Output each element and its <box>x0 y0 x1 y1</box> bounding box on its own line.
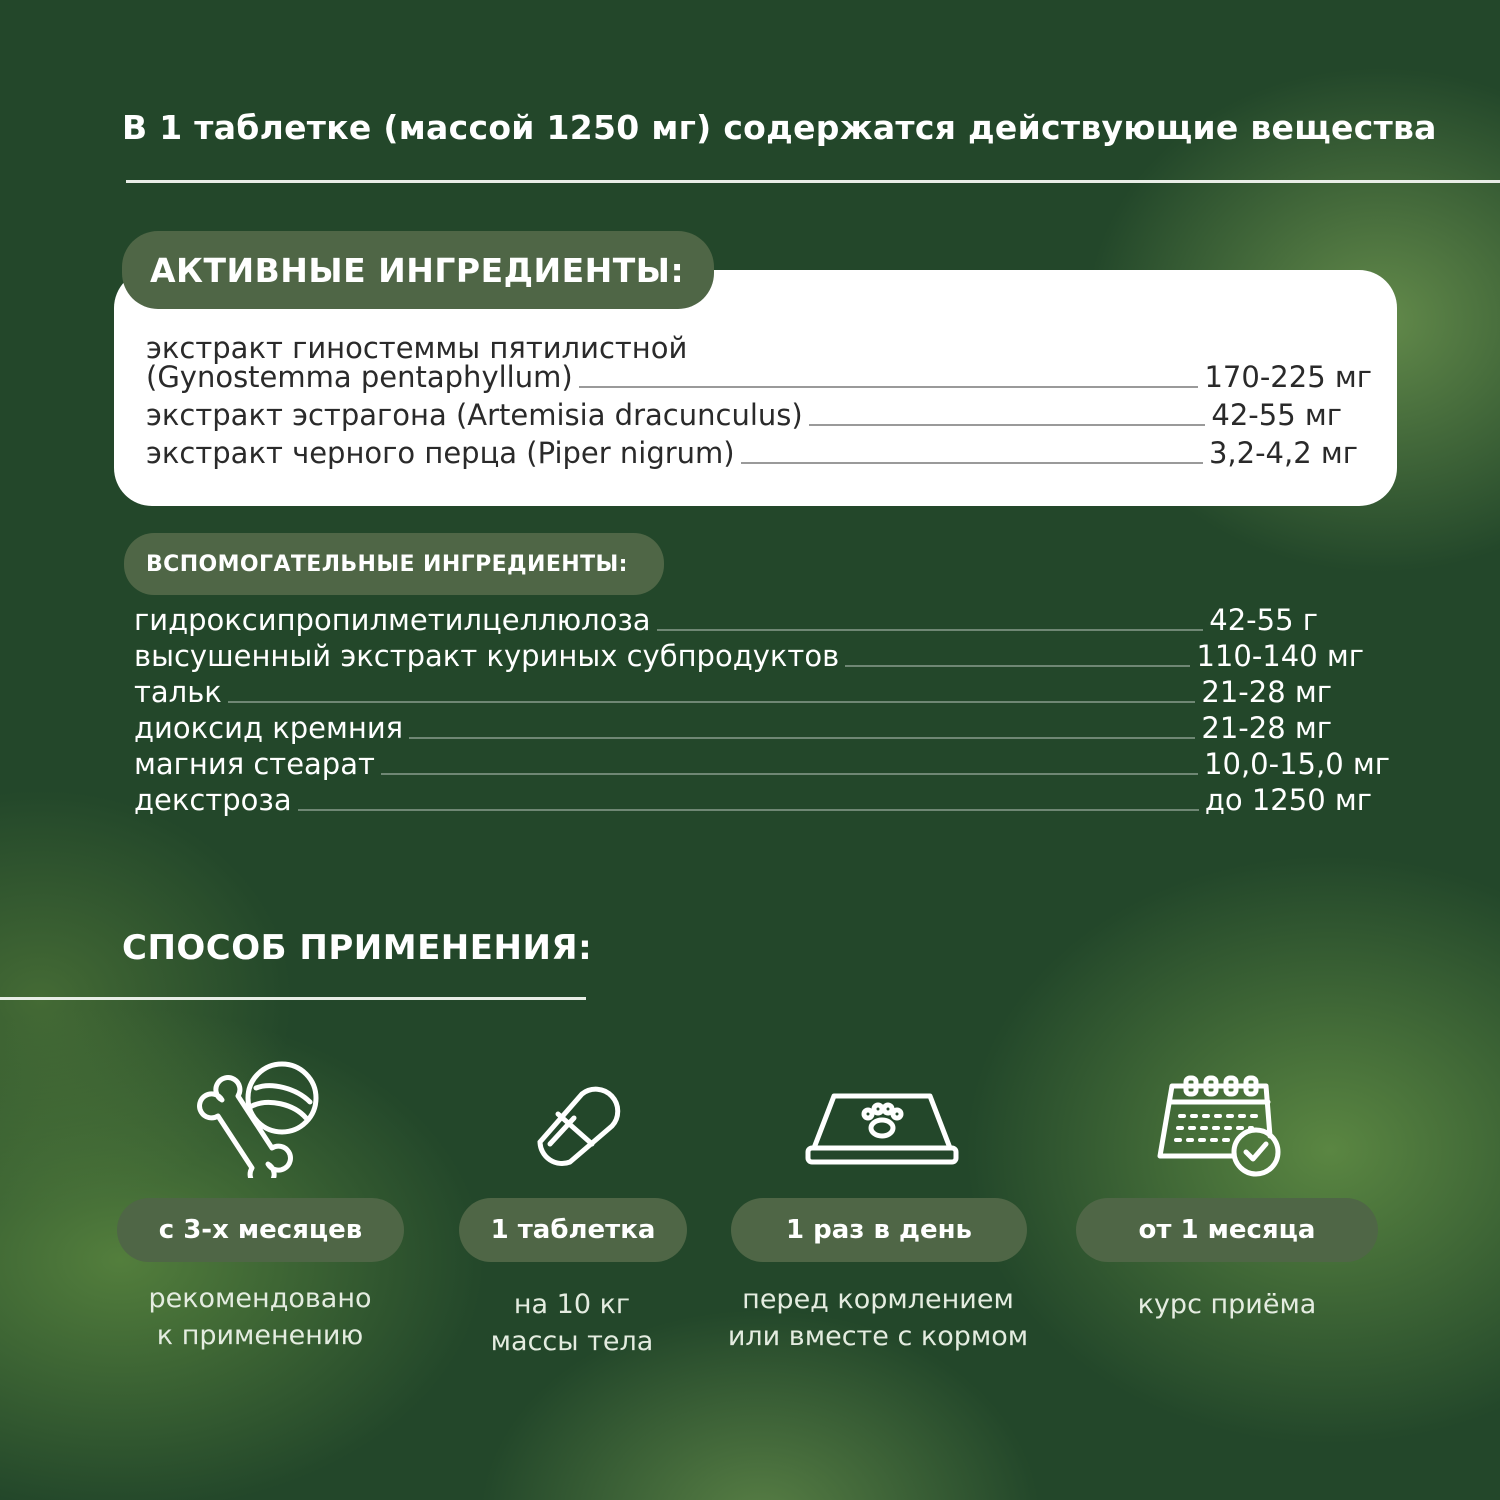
ingredient-amount: 110-140 мг <box>1196 639 1364 673</box>
capsule-icon <box>530 1082 622 1170</box>
step-age-pill: с 3-х месяцев <box>117 1198 404 1262</box>
active-ingredient-name-line1: экстракт гиностеммы пятилистной <box>146 331 688 365</box>
auxiliary-ingredient-row <box>134 603 1318 637</box>
auxiliary-ingredient-row <box>134 747 1390 781</box>
step-frequency-pill: 1 раз в день <box>731 1198 1027 1262</box>
auxiliary-ingredient-row <box>134 711 1332 745</box>
step-dose-description <box>422 1286 722 1360</box>
active-ingredient-row <box>146 436 1358 470</box>
step-dose-pill: 1 таблетка <box>459 1198 687 1262</box>
active-ingredients-title: АКТИВНЫЕ ИНГРЕДИЕНТЫ: <box>122 231 714 309</box>
description-line: перед кормлением <box>742 1284 1014 1315</box>
ingredient-name: экстракт черного перца (Piper nigrum) <box>146 436 735 470</box>
ingredient-name: тальк <box>134 675 222 709</box>
auxiliary-ingredients-title: ВСПОМОГАТЕЛЬНЫЕ ИНГРЕДИЕНТЫ: <box>124 533 664 595</box>
calendar-check-icon <box>1156 1074 1284 1178</box>
bone-and-ball-icon <box>196 1058 328 1178</box>
description-line: массы тела <box>490 1326 654 1357</box>
ingredient-amount: 42-55 мг <box>1211 398 1342 432</box>
description-line: на 10 кг <box>513 1289 631 1320</box>
ingredient-amount: 3,2-4,2 мг <box>1208 436 1358 470</box>
auxiliary-ingredient-row <box>134 639 1364 673</box>
active-ingredient-row <box>146 398 1342 432</box>
method-divider <box>0 997 586 1000</box>
description-line: курс приёма <box>1137 1289 1317 1320</box>
ingredient-name: высушенный экстракт куриных субпродуктов <box>134 639 840 673</box>
dotted-leader <box>409 737 1195 739</box>
page-heading: В 1 таблетке (массой 1250 мг) содержатся действующие вещества <box>122 108 1437 147</box>
dotted-leader <box>657 629 1204 631</box>
ingredient-name: декстроза <box>134 783 292 817</box>
auxiliary-ingredient-row <box>134 783 1372 817</box>
ingredient-name: диоксид кремния <box>134 711 404 745</box>
dotted-leader <box>741 462 1203 464</box>
ingredient-amount: до 1250 мг <box>1204 783 1372 817</box>
step-frequency-description <box>698 1281 1058 1355</box>
ingredient-name: магния стеарат <box>134 747 375 781</box>
auxiliary-ingredient-row <box>134 675 1332 709</box>
ingredient-name: экстракт эстрагона (Artemisia dracunculus) <box>146 398 803 432</box>
dotted-leader <box>298 809 1199 811</box>
ingredient-name: гидроксипропилметилцеллюлоза <box>134 603 651 637</box>
heading-divider <box>126 180 1500 183</box>
active-ingredient-row <box>146 360 1372 394</box>
description-line: к применению <box>156 1320 364 1351</box>
ingredient-amount: 21-28 мг <box>1201 675 1332 709</box>
dotted-leader <box>381 773 1198 775</box>
ingredient-amount: 170-225 мг <box>1204 360 1372 394</box>
ingredient-amount: 42-55 г <box>1209 603 1318 637</box>
ingredient-amount: 10,0-15,0 мг <box>1204 747 1390 781</box>
description-line: рекомендовано <box>148 1283 372 1314</box>
pet-bowl-icon <box>804 1090 960 1166</box>
dotted-leader <box>809 424 1206 426</box>
dotted-leader <box>579 386 1199 388</box>
ingredient-amount: 21-28 мг <box>1201 711 1332 745</box>
step-course-description <box>1076 1286 1378 1323</box>
step-course-pill: от 1 месяца <box>1076 1198 1378 1262</box>
method-title: СПОСОБ ПРИМЕНЕНИЯ: <box>122 928 593 968</box>
dotted-leader <box>845 665 1190 667</box>
step-age-description <box>110 1280 410 1354</box>
ingredient-name: (Gynostemma pentaphyllum) <box>146 360 573 394</box>
description-line: или вместе с кормом <box>727 1321 1029 1352</box>
dotted-leader <box>228 701 1196 703</box>
